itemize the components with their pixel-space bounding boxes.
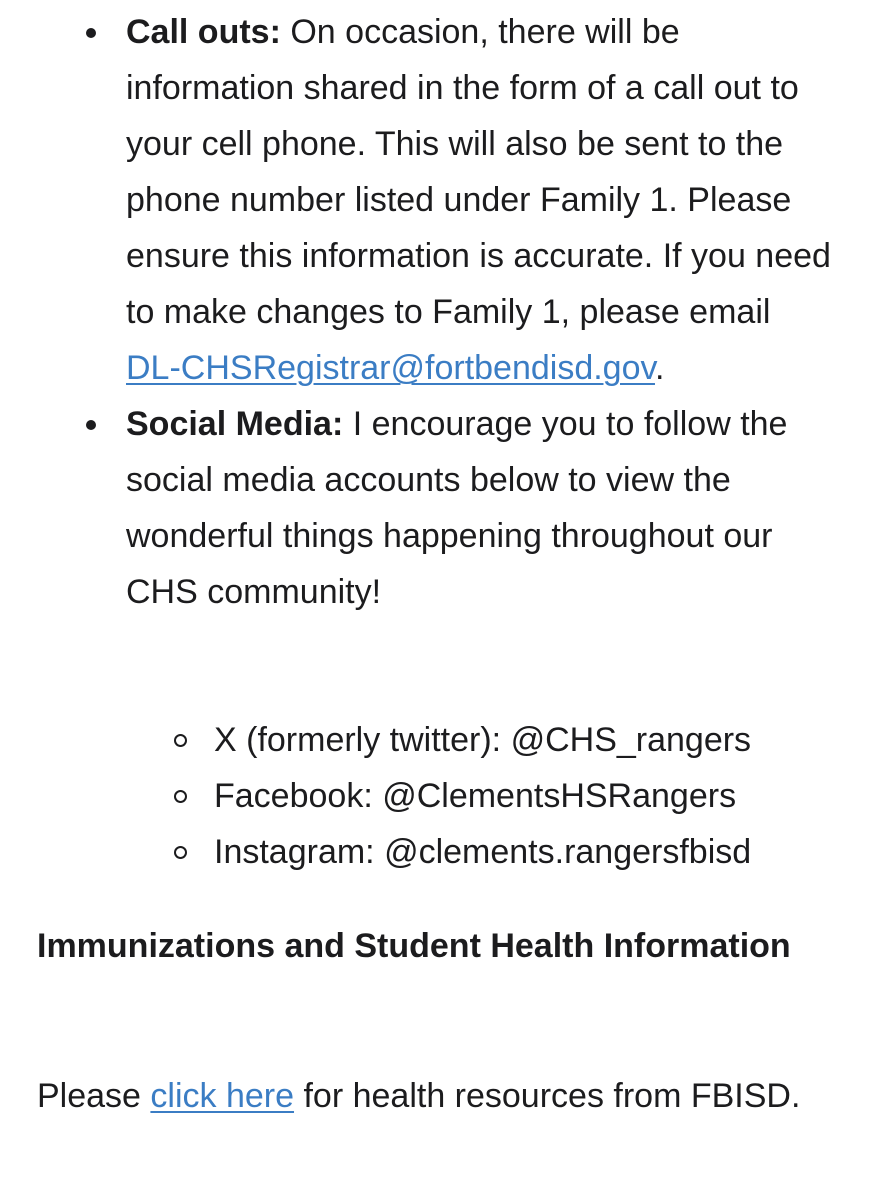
circle-bullet-icon <box>174 790 187 803</box>
social-media-text: I encourage you to follow the social media accounts below to view the wonderful things happening throughout our CHS community! <box>126 405 788 611</box>
health-text-start: Please <box>37 1077 151 1115</box>
list-item <box>0 768 872 824</box>
social-media-label: Social Media: <box>126 405 344 443</box>
social-account-x: X (formerly twitter): @CHS_rangers <box>214 721 752 759</box>
social-accounts-list <box>0 712 872 880</box>
circle-bullet-icon <box>174 734 187 747</box>
list-item <box>0 824 872 880</box>
bullet-dot-icon <box>86 420 96 430</box>
social-media-bullet <box>0 396 872 620</box>
section-heading: Immunizations and Student Health Information <box>37 927 791 965</box>
bullet-dot-icon <box>86 28 96 38</box>
list-item <box>0 712 872 768</box>
bullet-list <box>0 4 872 620</box>
health-text-end: for health resources from FBISD. <box>294 1077 801 1115</box>
social-account-facebook: Facebook: @ClementsHSRangers <box>214 777 737 815</box>
call-outs-text-end: . <box>654 349 665 387</box>
call-outs-bullet <box>0 4 872 396</box>
call-outs-text: On occasion, there will be information shared in the form of a call out to your cell phone. This will also be sent to the phone number listed under Family 1. Please ensure this information is accurate. If you need to make changes to Family 1, please email <box>126 13 831 331</box>
registrar-email-link[interactable]: DL-CHSRegistrar@fortbendisd.gov <box>126 349 655 387</box>
call-outs-label: Call outs: <box>126 13 281 51</box>
social-account-instagram: Instagram: @clements.rangersfbisd <box>214 833 752 871</box>
health-resources-paragraph <box>37 1068 837 1124</box>
circle-bullet-icon <box>174 846 187 859</box>
click-here-link[interactable]: click here <box>150 1077 295 1115</box>
